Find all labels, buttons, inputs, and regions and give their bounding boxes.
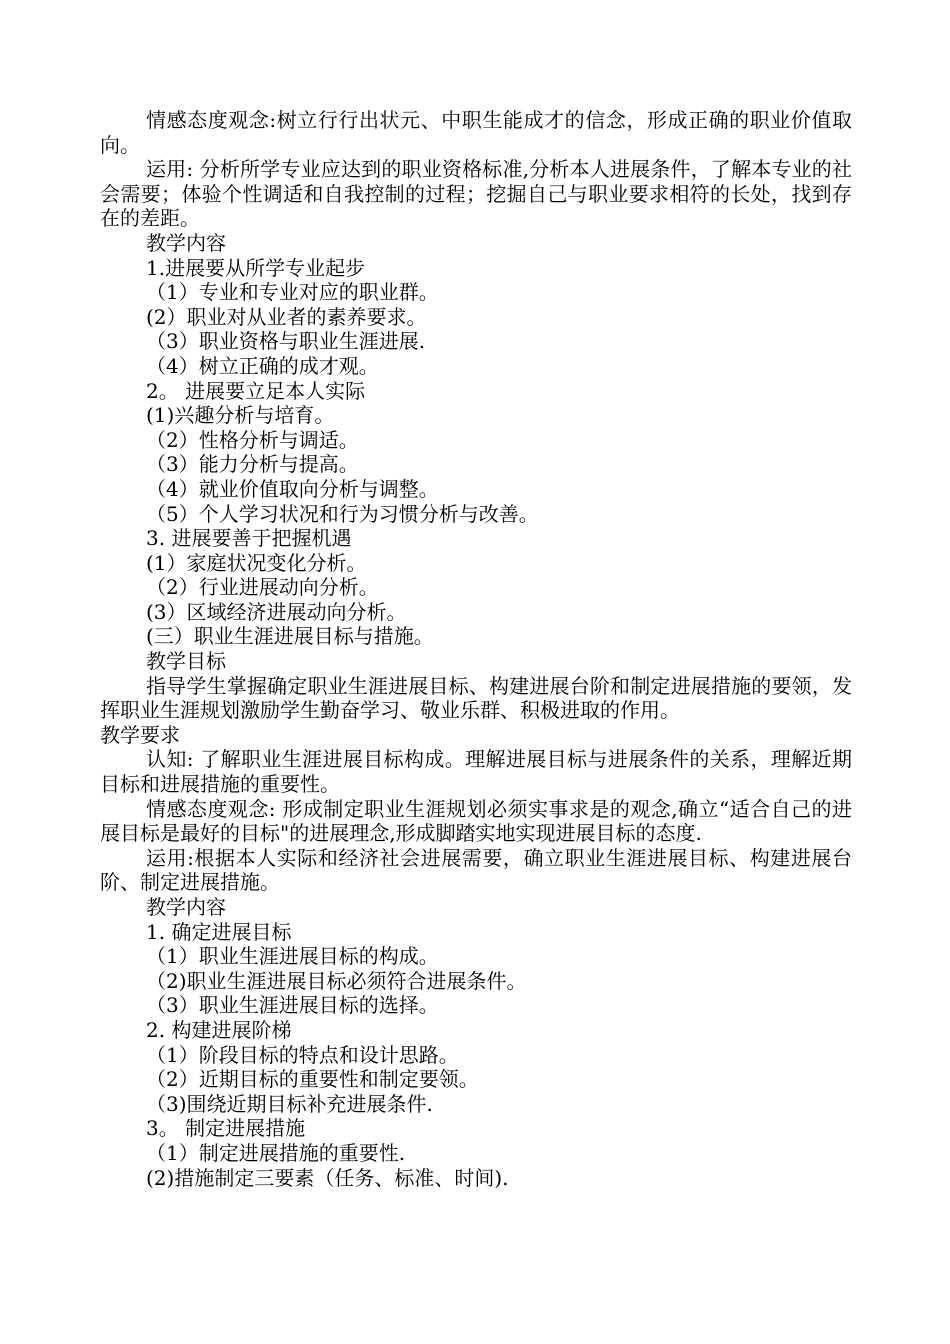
paragraph: （2)职业生涯进展目标必须符合进展条件。 <box>146 968 527 993</box>
paragraph: （4）就业价值取向分析与调整。 <box>146 476 439 501</box>
paragraph: 指导学生掌握确定职业生涯进展目标、构建进展台阶和制定进展措施的要领，发挥职业生涯规划激励学生勤奋学习、敬业乐群、积极进取的作用。 <box>100 673 852 723</box>
paragraph: （1）职业生涯进展目标的构成。 <box>146 944 439 969</box>
paragraph: 2。 进展要立足本人实际 <box>146 378 366 403</box>
paragraph: (2)措施制定三要素（任务、标准、时间). <box>146 1165 509 1190</box>
paragraph: 3。 制定进展措施 <box>146 1116 306 1141</box>
paragraph: （4）树立正确的成才观。 <box>146 353 379 378</box>
paragraph: （1）制定进展措施的重要性. <box>146 1140 406 1165</box>
paragraph: 教学内容 <box>146 895 226 919</box>
paragraph: （1）阶段目标的特点和设计思路。 <box>146 1042 459 1067</box>
paragraph: (三）职业生涯进展目标与措施。 <box>146 624 434 649</box>
paragraph: （3)围绕近期目标补充进展条件. <box>146 1091 433 1116</box>
paragraph: （3）职业资格与职业生涯进展. <box>146 329 426 354</box>
paragraph: （1）专业和专业对应的职业群。 <box>146 280 439 305</box>
paragraph: （3）能力分析与提高。 <box>146 452 359 477</box>
paragraph: 运用: 分析所学专业应达到的职业资格标准,分析本人进展条件，了解本专业的社会需要；体验个性调适和自我控制的过程；挖掘自己与职业要求相符的长处，找到存在的差距。 <box>100 157 852 231</box>
paragraph: (2）职业对从业者的素养要求。 <box>146 304 427 329</box>
paragraph: （2）行业进展动向分析。 <box>146 575 379 600</box>
paragraph: (1）家庭状况变化分析。 <box>146 550 367 575</box>
paragraph: （2）性格分析与调适。 <box>146 427 359 452</box>
paragraph: （5）个人学习状况和行为习惯分析与改善。 <box>146 501 539 526</box>
paragraph: 1. 确定进展目标 <box>146 919 292 944</box>
paragraph: 教学目标 <box>146 649 226 674</box>
paragraph: 3. 进展要善于把握机遇 <box>146 526 352 551</box>
paragraph: 认知: 了解职业生涯进展目标构成。理解进展目标与进展条件的关系，理解近期目标和进展措施的重要性。 <box>100 747 852 797</box>
paragraph: （2）近期目标的重要性和制定要领。 <box>146 1067 479 1092</box>
paragraph: (1)兴趣分析与培育。 <box>146 403 335 428</box>
paragraph: 教学要求 <box>100 722 180 747</box>
paragraph: （3）职业生涯进展目标的选择。 <box>146 993 439 1018</box>
paragraph: 情感态度观念:树立行行出状元、中职生能成才的信念，形成正确的职业价值取向。 <box>100 108 852 157</box>
paragraph: 2. 构建进展阶梯 <box>146 1017 292 1042</box>
paragraph: 教学内容 <box>146 230 226 255</box>
paragraph: 情感态度观念: 形成制定职业生涯规划必须实事求是的观念,确立“适合自己的进展目标是最好的目标"的进展理念,形成脚踏实地实现进展目标的态度. <box>100 796 852 846</box>
paragraph: (3）区域经济进展动向分析。 <box>146 599 407 624</box>
paragraph: 1.进展要从所学专业起步 <box>146 255 366 280</box>
paragraph: 运用:根据本人实际和经济社会进展需要，确立职业生涯进展目标、构建进展台阶、制定进展措施。 <box>100 845 852 895</box>
document-body <box>100 108 852 1190</box>
